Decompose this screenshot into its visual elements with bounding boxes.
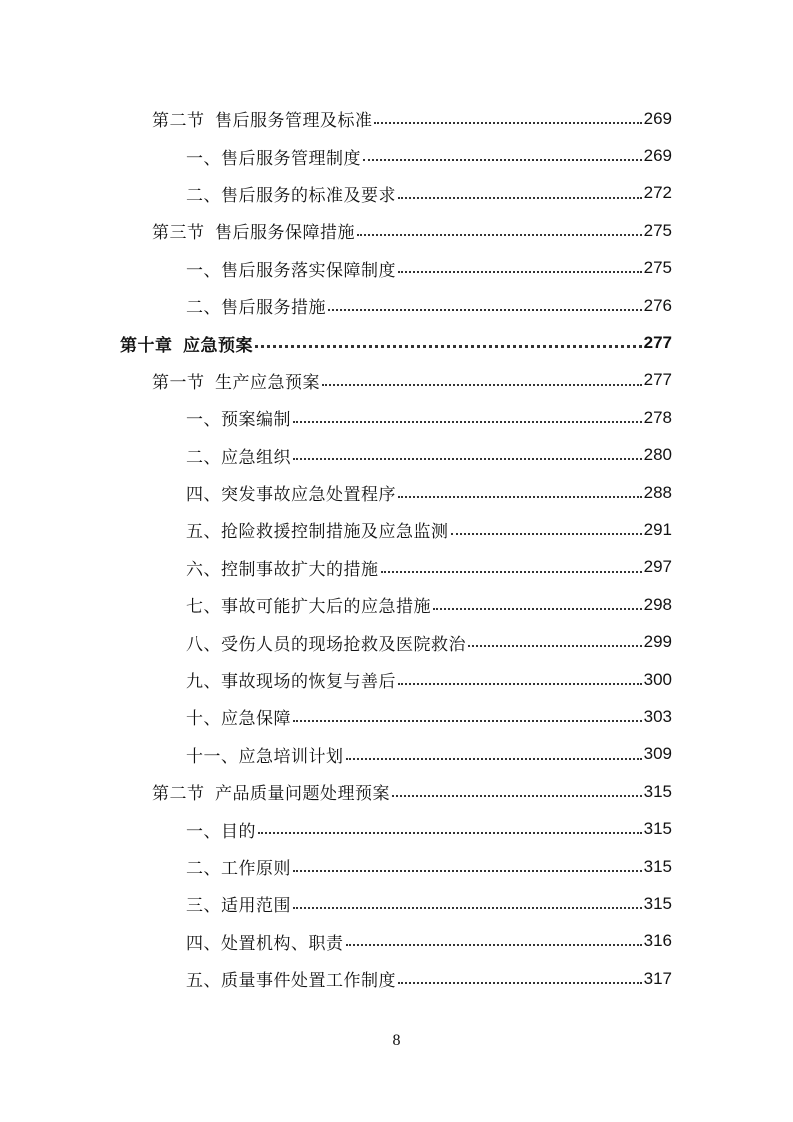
table-of-contents <box>0 100 793 997</box>
toc-entry-item[interactable] <box>0 623 793 660</box>
toc-entry-item[interactable] <box>0 736 793 773</box>
toc-entry-item[interactable] <box>0 175 793 212</box>
toc-entry-title: 一、售后服务落实保障制度 <box>186 260 396 280</box>
toc-entry-title: 二、工作原则 <box>186 859 291 878</box>
dot-leader <box>357 221 642 241</box>
toc-entry-item[interactable] <box>0 661 793 698</box>
toc-entry-item[interactable] <box>0 287 793 324</box>
toc-entry-item[interactable] <box>0 885 793 922</box>
toc-entry-page: 275 <box>643 220 672 240</box>
toc-entry-page: 316 <box>643 931 672 951</box>
dot-leader <box>346 931 642 951</box>
toc-entry-title: 十一、应急培训计划 <box>186 746 344 766</box>
dot-leader <box>293 707 642 727</box>
dot-leader <box>374 109 641 129</box>
toc-entry-page: 297 <box>643 557 672 577</box>
toc-entry-item[interactable] <box>0 511 793 548</box>
dot-leader <box>293 856 642 876</box>
dot-leader <box>381 557 642 577</box>
dot-leader <box>293 894 642 914</box>
toc-entry-page: 291 <box>643 519 672 539</box>
dot-leader <box>398 669 642 689</box>
toc-entry-title: 四、处置机构、职责 <box>186 933 344 953</box>
toc-entry-title: 第二节 产品质量问题处理预案 <box>152 784 390 804</box>
toc-entry-page: 280 <box>643 445 672 465</box>
toc-entry-item[interactable] <box>0 437 793 474</box>
toc-entry-page: 269 <box>643 108 672 128</box>
toc-entry-page: 315 <box>643 819 672 839</box>
toc-entry-page: 303 <box>643 706 672 726</box>
toc-entry-title: 二、应急组织 <box>186 447 291 467</box>
toc-entry-item[interactable] <box>0 137 793 174</box>
toc-entry-section[interactable] <box>0 212 793 249</box>
toc-entry-page: 269 <box>643 146 672 166</box>
toc-entry-title: 第三节 售后服务保障措施 <box>152 223 355 243</box>
toc-entry-page: 298 <box>643 594 672 614</box>
toc-entry-page: 278 <box>643 407 672 427</box>
toc-entry-item[interactable] <box>0 586 793 623</box>
dot-leader <box>328 295 642 315</box>
dot-leader <box>398 183 642 203</box>
toc-entry-title: 五、抢险救援控制措施及应急监测 <box>186 522 449 542</box>
toc-entry-title: 八、受伤人员的现场抢救及医院救治 <box>186 634 466 654</box>
toc-entry-title: 七、事故可能扩大后的应急措施 <box>186 597 431 617</box>
toc-entry-item[interactable] <box>0 399 793 436</box>
dot-leader <box>293 445 642 465</box>
toc-entry-title: 十、应急保障 <box>186 709 291 729</box>
dot-leader <box>258 819 642 839</box>
toc-entry-title: 二、售后服务的标准及要求 <box>186 185 396 205</box>
toc-entry-item[interactable] <box>0 698 793 735</box>
toc-entry-section[interactable] <box>0 773 793 810</box>
toc-entry-title: 一、目的 <box>186 821 256 841</box>
page-number: 8 <box>392 1032 401 1049</box>
dot-leader <box>433 595 642 615</box>
toc-entry-page: 315 <box>643 781 672 801</box>
toc-entry-item[interactable] <box>0 848 793 885</box>
toc-entry-title: 四、突发事故应急处置程序 <box>186 485 396 505</box>
toc-entry-page: 275 <box>643 258 672 278</box>
toc-entry-item[interactable] <box>0 549 793 586</box>
toc-entry-chapter[interactable] <box>0 324 793 361</box>
toc-entry-page: 300 <box>643 669 672 689</box>
toc-entry-item[interactable] <box>0 474 793 511</box>
toc-entry-title: 二、售后服务措施 <box>186 298 326 318</box>
toc-entry-page: 317 <box>643 968 672 988</box>
toc-entry-section[interactable] <box>0 100 793 137</box>
toc-entry-item[interactable] <box>0 250 793 287</box>
toc-entry-title: 三、适用范围 <box>186 896 291 916</box>
toc-entry-item[interactable] <box>0 810 793 847</box>
dot-leader <box>392 782 642 802</box>
dot-leader <box>255 333 642 353</box>
toc-entry-page: 276 <box>643 295 672 315</box>
toc-entry-item[interactable] <box>0 923 793 960</box>
toc-entry-title: 一、售后服务管理制度 <box>186 148 361 168</box>
dot-leader <box>451 520 642 540</box>
toc-entry-title: 第一节 生产应急预案 <box>152 372 320 392</box>
toc-entry-page: 315 <box>643 893 672 913</box>
dot-leader <box>468 632 642 652</box>
toc-entry-page: 277 <box>643 333 672 353</box>
dot-leader <box>398 258 642 278</box>
toc-entry-title: 六、控制事故扩大的措施 <box>186 559 379 579</box>
dot-leader <box>398 968 642 988</box>
toc-entry-title: 五、质量事件处置工作制度 <box>186 971 396 991</box>
dot-leader <box>398 482 642 502</box>
toc-entry-page: 272 <box>643 183 672 203</box>
toc-entry-page: 315 <box>643 856 672 876</box>
toc-entry-page: 309 <box>643 744 672 764</box>
toc-entry-page: 277 <box>643 370 672 390</box>
toc-entry-title: 第十章 应急预案 <box>120 335 253 355</box>
toc-entry-title: 第二节 售后服务管理及标准 <box>152 111 373 131</box>
toc-entry-title: 一、预案编制 <box>186 410 291 430</box>
toc-entry-section[interactable] <box>0 362 793 399</box>
dot-leader <box>293 408 642 428</box>
dot-leader <box>363 146 642 166</box>
toc-entry-title: 九、事故现场的恢复与善后 <box>186 672 396 692</box>
toc-entry-page: 288 <box>643 482 672 502</box>
dot-leader <box>346 744 642 764</box>
toc-entry-item[interactable] <box>0 960 793 997</box>
toc-entry-page: 299 <box>643 632 672 652</box>
dot-leader <box>322 370 642 390</box>
